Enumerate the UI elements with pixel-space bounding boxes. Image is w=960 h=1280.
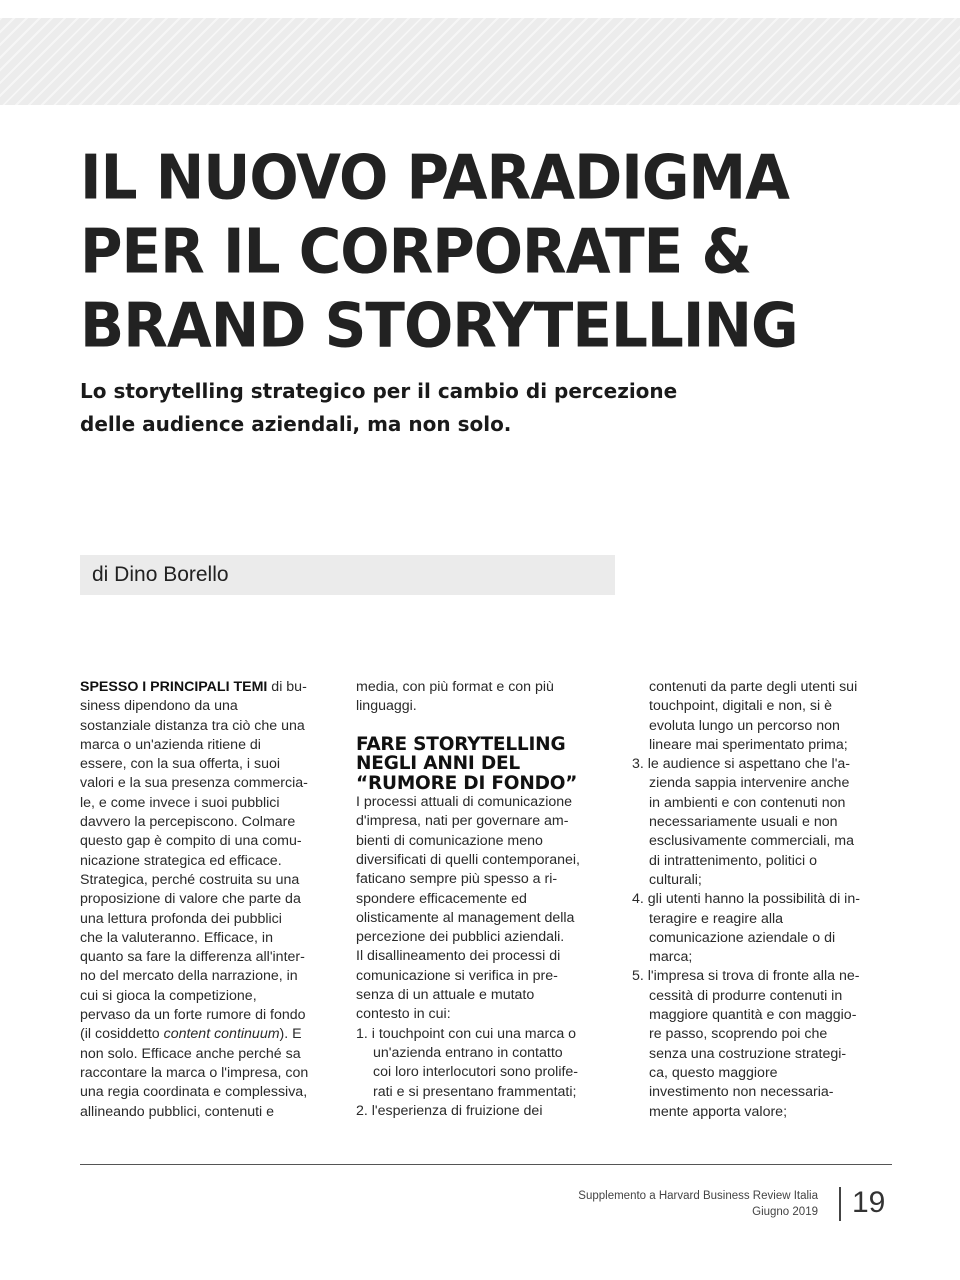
list-item-line: marca; <box>649 949 693 966</box>
list-item-line: maggiore quantità e con maggio- <box>649 1007 857 1024</box>
text-line: media, con più format e con più <box>356 679 554 695</box>
list-item-line: ca, questo maggiore <box>649 1064 778 1081</box>
paragraph-gap <box>356 717 618 735</box>
list-item-line: re passo, scoprendo poi che <box>649 1026 828 1043</box>
text-line: questo gap è compito di una comu- <box>80 833 302 850</box>
list-item-line: 3. le audience si aspettano che l'a- <box>632 756 851 773</box>
section-heading-line: FARE STORYTELLING <box>356 733 566 755</box>
title-line: BRAND STORYTELLING <box>80 289 798 362</box>
text-line: non solo. Efficace anche perché sa <box>80 1045 301 1062</box>
text-line: diversificati di quelli contemporanei, <box>356 851 580 868</box>
list-item-line: comunicazione aziendale o di <box>649 929 836 946</box>
text-line: cui si gioca la competizione, <box>80 987 257 1004</box>
text-line: Strategica, perché costruita su una <box>80 871 300 888</box>
list-item-line: 2. l'esperienza di fruizione dei <box>356 1102 543 1119</box>
text-line: sostanziale distanza tra ciò che una <box>80 717 305 734</box>
list-item-line: in ambienti e con contenuti non <box>649 794 846 811</box>
text-line: senza di un attuale e mutato <box>356 987 535 1004</box>
text-fragment: ). E <box>279 1026 302 1043</box>
title-line: IL NUOVO PARADIGMA <box>80 141 790 214</box>
author-byline: di Dino Borello <box>80 555 615 595</box>
subtitle-line: delle audience aziendali, ma non solo. <box>80 412 512 436</box>
footer-separator <box>839 1187 841 1221</box>
list-item-line: mente apporta valore; <box>649 1103 788 1120</box>
text-line: no del mercato della narrazione, in <box>80 968 298 985</box>
text-column-2 <box>356 678 618 1121</box>
list-item-line: contenuti da parte degli utenti sui <box>649 679 858 695</box>
section-heading-line: “RUMORE DI FONDO” <box>356 772 578 794</box>
text-line: spondere efficacemente ed <box>356 890 527 907</box>
header-pattern-band <box>0 18 960 105</box>
list-item-line: di intrattenimento, politici o <box>649 852 817 869</box>
text-line: proposizione di valore che parte da <box>80 891 301 908</box>
list-item-line: 5. l'impresa si trova di fronte alla ne- <box>632 968 860 985</box>
text-line: davvero la percepiscono. Colmare <box>80 814 296 831</box>
text-column-1 <box>80 678 342 1122</box>
text-line: essere, con la sua offerta, i suoi <box>80 756 281 773</box>
text-line: I processi attuali di comunicazione <box>356 794 573 811</box>
list-item-line: un'azienda entrano in contatto <box>373 1044 563 1061</box>
text-line: raccontare la marca o l'impresa, con <box>80 1064 309 1081</box>
list-item-line: 4. gli utenti hanno la possibilità di in- <box>632 891 860 908</box>
footer-divider <box>80 1164 892 1165</box>
text-line: marca o un'azienda ritiene di <box>80 736 261 753</box>
list-item-line: lineare mai sperimentato prima; <box>649 736 848 753</box>
text-line: contesto in cui: <box>356 1006 451 1023</box>
list-item-line: necessariamente usuali e non <box>649 814 838 831</box>
text-line: Il disallineamento dei processi di <box>356 948 561 965</box>
subtitle-line: Lo storytelling strategico per il cambio di percezione <box>80 379 678 403</box>
list-item-line: senza una costruzione strategi- <box>649 1045 847 1062</box>
footer-publication-info <box>578 1188 818 1220</box>
text-line: percezione dei pubblici aziendali. <box>356 929 565 946</box>
list-item-line: culturali; <box>649 871 702 888</box>
list-item-line: coi loro interlocutori sono prolife- <box>373 1064 579 1081</box>
list-item-line: 1. i touchpoint con cui una marca o <box>356 1025 577 1042</box>
text-fragment: di bu- <box>267 679 307 695</box>
lead-in-caps: SPESSO I PRINCIPALI TEMI <box>80 679 268 695</box>
text-line: linguaggi. <box>356 698 417 715</box>
text-line: valori e la sua presenza commercia- <box>80 775 308 792</box>
publication-name: Supplemento a Harvard Business Review Italia <box>578 1190 818 1202</box>
text-line <box>80 1025 342 1044</box>
article-title <box>80 140 900 363</box>
text-column-3 <box>632 678 894 1122</box>
text-line: pervaso da un forte rumore di fondo <box>80 1007 306 1024</box>
title-line: PER IL CORPORATE & <box>80 215 752 288</box>
list-item-line: evoluta lungo un percorso non <box>649 717 840 734</box>
issue-date: Giugno 2019 <box>752 1206 818 1218</box>
text-line: siness dipendono da una <box>80 698 238 715</box>
list-item-line: esclusivamente commerciali, ma <box>649 833 854 850</box>
text-line: una lettura profonda dei pubblici <box>80 910 282 927</box>
section-heading-line: NEGLI ANNI DEL <box>356 753 521 775</box>
text-line: olisticamente al management della <box>356 909 575 926</box>
text-line: nicazione strategica ed efficace. <box>80 852 282 869</box>
list-item-line: investimento non necessaria- <box>649 1084 834 1101</box>
page-number: 19 <box>852 1186 886 1219</box>
list-item-line: teragire e reagire alla <box>649 910 784 927</box>
text-line: comunicazione si verifica in pre- <box>356 967 558 984</box>
italic-term: content continuum <box>163 1026 280 1043</box>
text-line: faticano sempre più spesso a ri- <box>356 871 558 888</box>
text-line: allineando pubblici, contenuti e <box>80 1103 275 1120</box>
text-line: bienti di comunicazione meno <box>356 832 543 849</box>
text-line: quanto sa fare la differenza all'inter- <box>80 949 305 966</box>
list-item-line: zienda sappia intervenire anche <box>649 775 850 792</box>
list-item-line: rati e si presentano frammentati; <box>373 1083 577 1100</box>
text-fragment: (il cosiddetto <box>80 1026 164 1043</box>
article-subtitle <box>80 375 700 441</box>
text-line: d'impresa, nati per governare am- <box>356 813 569 830</box>
list-item-line: touchpoint, digitali e non, si è <box>649 698 832 715</box>
text-line: le, e come invece i suoi pubblici <box>80 794 280 811</box>
list-item-line: cessità di produrre contenuti in <box>649 987 843 1004</box>
text-line <box>80 678 342 697</box>
text-line: una regia coordinata e complessiva, <box>80 1084 308 1101</box>
text-line: che la valuteranno. Efficace, in <box>80 929 273 946</box>
